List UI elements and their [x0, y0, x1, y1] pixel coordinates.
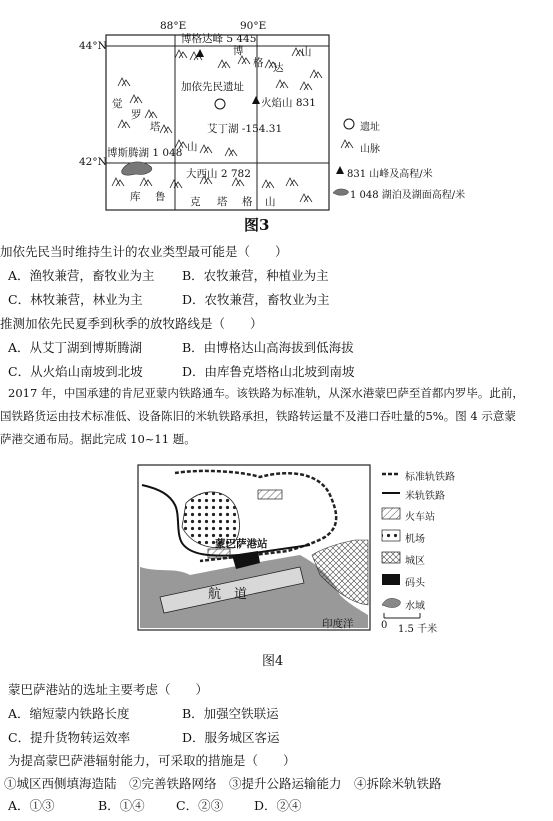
kuluk-range-char: 克 [190, 196, 201, 208]
q8-option-d: D．农牧兼营，畜牧业为主 [182, 292, 330, 307]
question-10-stem: 蒙巴萨港站的选址主要考虑（ ） [8, 682, 209, 697]
jueluo-range-char: 塔 [150, 121, 161, 133]
legend-lake: 1 048 湖泊及湖面高程/米 [350, 190, 466, 201]
question-11-stem: 为提高蒙巴萨港辐射能力，可采取的措施是（ ） [8, 753, 296, 768]
aiding-lake-label: 艾丁湖 -154.31 [207, 123, 283, 135]
legend-dock: 码头 [405, 578, 425, 589]
scale-distance: 1.5 千米 [398, 624, 438, 635]
lon-label-88: 88°E [160, 20, 187, 32]
legend-city: 城区 [405, 556, 425, 567]
daxi-mountain-label: 大西山 2 782 [186, 168, 251, 180]
q10-option-d: D．服务城区客运 [182, 730, 280, 745]
q8-option-c: C．林牧兼营，林业为主 [8, 292, 143, 307]
q11-option-b: B．①④ [98, 798, 145, 813]
figure-3-map [0, 0, 553, 234]
jueluo-range-char: 山 [187, 141, 198, 153]
question-8-stem: 加依先民当时维持生计的农业类型最可能是（ ） [0, 244, 288, 259]
huoyan-mountain-label: 火焰山 831 [261, 97, 316, 109]
jueluo-range-char: 罗 [131, 109, 142, 121]
kuluk-range-char: 塔 [217, 196, 228, 208]
kuluk-range-char: 库 [130, 191, 141, 203]
passage-line-3: 萨港交通布局。据此完成 10~11 题。 [0, 432, 196, 446]
scale-zero: 0 [381, 620, 388, 631]
figure-4-caption: 图4 [262, 654, 284, 669]
bosten-lake-label: 博斯腾湖 1 048 [107, 147, 183, 159]
q8-option-b: B．农牧兼营，种植业为主 [182, 268, 329, 283]
mombasa-station-label: 蒙巴萨港站 [215, 538, 268, 550]
legend-standard-gauge: 标准轨铁路 [405, 472, 455, 483]
q9-option-d: D．由库鲁克塔格山北坡到南坡 [182, 364, 355, 379]
q11-option-a: A．①③ [8, 798, 55, 813]
legend-airport: 机场 [405, 534, 425, 545]
q9-option-b: B．由博格达山高海拔到低海拔 [182, 340, 354, 355]
bogda-range-char: 达 [273, 62, 284, 74]
lat-label-42: 42°N [79, 156, 107, 168]
jueluo-range-char: 觉 [112, 98, 123, 110]
bogda-range-char: 博 [233, 45, 244, 57]
map-3-graphic [0, 0, 553, 230]
q11-statements: ①城区西侧填海造陆 ②完善铁路网络 ③提升公路运输能力 ④拆除米轨铁路 [4, 776, 442, 791]
bogda-range-char: 格 [253, 57, 264, 69]
channel-label: 航 道 [208, 587, 248, 602]
figure-4-map [0, 455, 553, 670]
kuluk-range-char: 格 [242, 196, 253, 208]
passage-line-1: 2017 年，中国承建的肯尼亚蒙内铁路通车。该铁路为标准轨，从深水港蒙巴萨至首都内罗毕。此前， [8, 386, 524, 400]
kuluk-range-char: 鲁 [155, 191, 166, 203]
q9-option-c: C．从火焰山南坡到北坡 [8, 364, 143, 379]
passage-line-2: 国铁路货运由技术标准低、设备陈旧的米轨铁路承担，铁路转运量不及港口吞吐量的5%。图 4 示意蒙 [0, 409, 516, 423]
legend-meter-gauge: 米轨铁路 [405, 491, 445, 502]
question-9-stem: 推测加依先民夏季到秋季的放牧路线是（ ） [0, 316, 263, 331]
legend-peak: 831 山峰及高程/米 [347, 169, 433, 180]
q11-option-d: D．②④ [254, 798, 302, 813]
legend-site: 遗址 [360, 122, 380, 133]
legend-mountain: 山脉 [360, 144, 380, 155]
bogda-peak-label: 博格达峰 5 445 [181, 33, 257, 45]
indian-ocean-label: 印度洋 [322, 618, 354, 630]
lat-label-44: 44°N [79, 40, 107, 52]
q11-option-c: C．②③ [176, 798, 224, 813]
jiayi-site-label: 加依先民遗址 [181, 81, 244, 93]
kuluk-range-char: 山 [265, 196, 276, 208]
bogda-range-char: 山 [301, 46, 312, 58]
q10-option-b: B．加强空铁联运 [182, 706, 279, 721]
q10-option-c: C．提升货物转运效率 [8, 730, 131, 745]
legend-train-station: 火车站 [405, 512, 435, 523]
q9-option-a: A．从艾丁湖到博斯腾湖 [8, 340, 143, 355]
map-4-graphic [0, 455, 553, 670]
lon-label-90: 90°E [240, 20, 267, 32]
figure-3-caption: 图3 [244, 216, 270, 234]
q8-option-a: A．渔牧兼营，畜牧业为主 [8, 268, 155, 283]
legend-water: 水域 [405, 601, 425, 612]
q10-option-a: A．缩短蒙内铁路长度 [8, 706, 130, 721]
